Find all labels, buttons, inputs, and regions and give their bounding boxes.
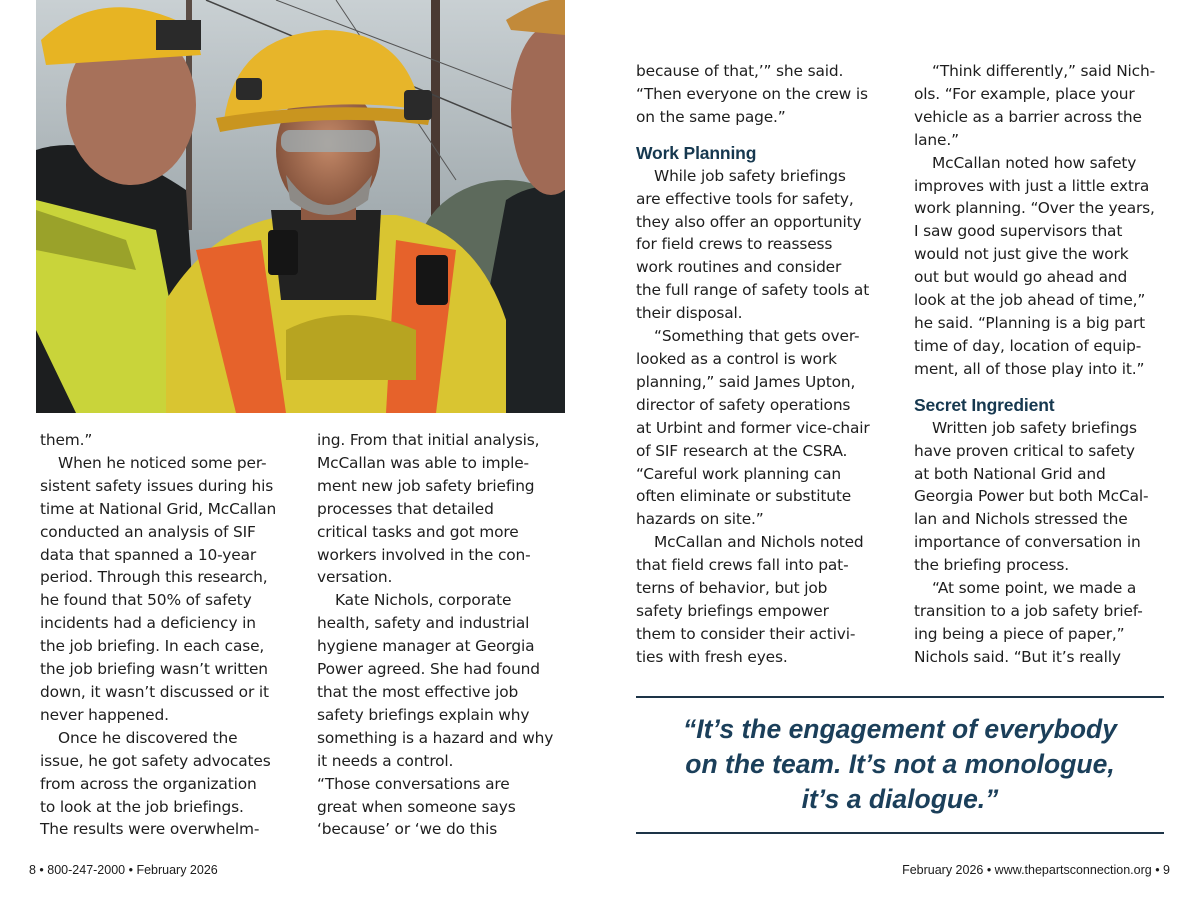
body-text-line: McCallan was able to imple- (317, 453, 529, 472)
pull-quote-line: “It’s the engagement of everybody (683, 714, 1117, 744)
body-text-line: ment new job safety briefing (317, 476, 535, 495)
body-text-line: processes that detailed (317, 499, 494, 518)
body-text-line: for field crews to reassess (636, 235, 833, 254)
body-text-line: importance of conversation in (914, 533, 1141, 552)
section-spacer (914, 381, 1176, 394)
body-text-line: that field crews fall into pat- (636, 556, 849, 575)
body-text-line: improves with just a little extra (914, 176, 1150, 195)
body-text-line: “Think differently,” said Nich- (932, 62, 1156, 80)
body-text-line: work planning. “Over the years, (914, 199, 1155, 218)
body-text-line: issue, he got safety advocates (40, 751, 271, 770)
body-text-line: transition to a job safety brief- (914, 601, 1143, 620)
pullquote-top-rule (636, 696, 1164, 698)
section-spacer (636, 129, 898, 142)
body-text-line: versation. (317, 568, 393, 587)
body-text-line: are effective tools for safety, (636, 189, 854, 208)
body-text-line: because of that,’” she said. (636, 62, 844, 80)
body-text-line: safety briefings explain why (317, 705, 530, 724)
body-text-line: health, safety and industrial (317, 614, 530, 633)
footer-left: 8 • 800-247-2000 • February 2026 (29, 863, 218, 877)
body-text-line: vehicle as a barrier across the (914, 107, 1142, 126)
body-text-line: Nichols said. “But it’s really (914, 647, 1121, 666)
body-text-line: terns of behavior, but job (636, 579, 828, 598)
body-text-line: While job safety briefings (654, 166, 846, 185)
body-text-line: “Then everyone on the crew is (636, 84, 868, 103)
column-1 (40, 429, 295, 841)
body-text-line: critical tasks and got more (317, 522, 519, 541)
body-text-line: down, it wasn’t discussed or it (40, 682, 269, 701)
body-text-line: lane.” (914, 130, 959, 149)
body-text-line: of SIF research at the CSRA. (636, 441, 848, 460)
body-text-line: looked as a control is work (636, 349, 837, 368)
body-text-line: The results were overwhelm- (40, 820, 260, 839)
body-text-line: data that spanned a 10-year (40, 545, 257, 564)
column-2 (317, 429, 572, 841)
body-text-line: often eliminate or substitute (636, 487, 852, 506)
body-text-line: on the same page.” (636, 107, 786, 126)
section-heading: Work Planning (636, 142, 757, 163)
body-text-line: have proven critical to safety (914, 441, 1135, 460)
body-text-line: lan and Nichols stressed the (914, 510, 1128, 529)
article-photo (36, 0, 565, 413)
body-text-line: McCallan noted how safety (932, 153, 1137, 172)
body-text-line: ‘because’ or ‘we do this (317, 820, 498, 839)
pull-quote-line: it’s a dialogue.” (801, 784, 999, 814)
column-4 (914, 60, 1176, 669)
body-text-line: at Urbint and former vice-chair (636, 418, 870, 437)
workers-photo-illustration (36, 0, 565, 413)
body-text-line: Georgia Power but both McCal- (914, 487, 1149, 506)
body-text-line: the job briefing wasn’t written (40, 660, 268, 679)
body-text-line: great when someone says (317, 797, 516, 816)
body-text-line: “At some point, we made a (932, 579, 1137, 598)
body-text-line: that the most effective job (317, 682, 519, 701)
body-text-line: they also offer an opportunity (636, 212, 862, 231)
body-text-line: ties with fresh eyes. (636, 647, 788, 666)
body-text-line: the full range of safety tools at (636, 281, 870, 300)
body-text-line: never happened. (40, 705, 169, 724)
body-text-line: period. Through this research, (40, 568, 268, 587)
body-text-line: hygiene manager at Georgia (317, 637, 535, 656)
body-text-line: time of day, location of equip- (914, 336, 1142, 355)
body-text-line: director of safety operations (636, 395, 851, 414)
body-text-line: he said. “Planning is a big part (914, 313, 1146, 332)
body-text-line: ment, all of those play into it.” (914, 359, 1145, 378)
body-text-line: to look at the job briefings. (40, 797, 244, 816)
body-text-line: time at National Grid, McCallan (40, 499, 277, 518)
body-text-line: something is a hazard and why (317, 728, 554, 747)
body-text-line: Kate Nichols, corporate (335, 591, 512, 610)
body-text-line: McCallan and Nichols noted (654, 533, 864, 552)
body-text-line: the briefing process. (914, 556, 1069, 575)
body-text-line: sistent safety issues during his (40, 476, 274, 495)
section-heading: Secret Ingredient (914, 394, 1055, 415)
body-text-line: When he noticed some per- (58, 453, 267, 472)
footer-right: February 2026 • www.thepartsconnection.org • 9 (902, 863, 1170, 877)
body-text-line: out but would go ahead and (914, 268, 1128, 287)
body-text-line: incidents had a deficiency in (40, 614, 256, 633)
body-text-line: them.” (40, 431, 93, 449)
body-text-line: it needs a control. (317, 751, 454, 770)
body-text-line: from across the organization (40, 774, 257, 793)
body-text-line: the job briefing. In each case, (40, 637, 265, 656)
body-text-line: “Those conversations are (317, 774, 510, 793)
body-text-line: ols. “For example, place your (914, 84, 1135, 103)
pullquote-bottom-rule (636, 832, 1164, 834)
pull-quote (636, 712, 1164, 817)
body-text-line: Written job safety briefings (932, 418, 1137, 437)
pull-quote-line: on the team. It’s not a monologue, (685, 749, 1115, 779)
body-text-line: work routines and consider (636, 258, 842, 277)
body-text-line: Once he discovered the (58, 728, 238, 747)
body-text-line: workers involved in the con- (317, 545, 531, 564)
body-text-line: their disposal. (636, 304, 743, 323)
body-text-line: safety briefings empower (636, 601, 829, 620)
column-3 (636, 60, 898, 669)
body-text-line: them to consider their activi- (636, 624, 856, 643)
body-text-line: ing being a piece of paper,” (914, 624, 1125, 643)
body-text-line: he found that 50% of safety (40, 591, 252, 610)
body-text-line: Power agreed. She had found (317, 660, 540, 679)
body-text-line: hazards on site.” (636, 510, 764, 529)
body-text-line: look at the job ahead of time,” (914, 291, 1146, 310)
body-text-line: would not just give the work (914, 245, 1129, 264)
body-text-line: conducted an analysis of SIF (40, 522, 256, 541)
body-text-line: “Careful work planning can (636, 464, 841, 483)
body-text-line: I saw good supervisors that (914, 222, 1123, 241)
body-text-line: planning,” said James Upton, (636, 372, 856, 391)
body-text-line: “Something that gets over- (654, 327, 860, 346)
body-text-line: ing. From that initial analysis, (317, 431, 540, 449)
body-text-line: at both National Grid and (914, 464, 1106, 483)
